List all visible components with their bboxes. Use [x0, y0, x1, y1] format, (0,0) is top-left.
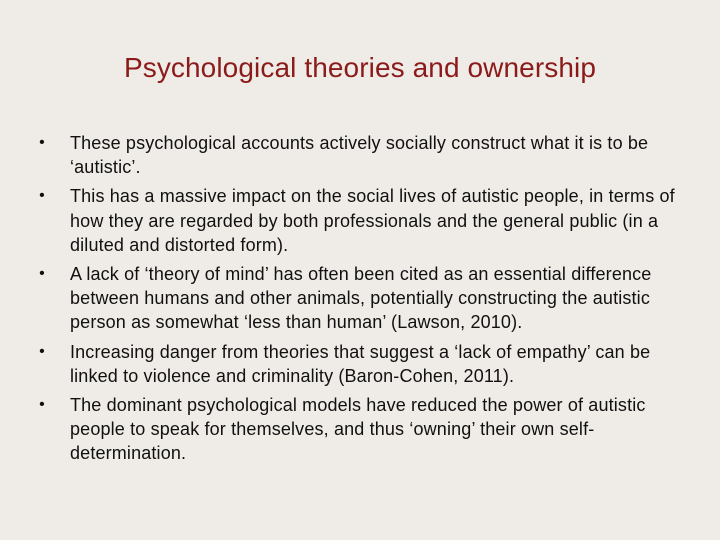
bullet-text: A lack of ‘theory of mind’ has often been cited as an essential difference between humans and other animals, potentially constructing the autistic person as somewhat ‘less than human’ (Lawson, 2010). — [70, 264, 652, 333]
bullet-icon: • — [39, 265, 45, 283]
bullet-item — [36, 340, 684, 388]
bullet-icon: • — [39, 187, 45, 205]
bullet-item — [36, 262, 684, 335]
bullet-list — [36, 131, 684, 466]
bullet-item — [36, 184, 684, 257]
slide-title: Psychological theories and ownership — [123, 52, 597, 83]
bullet-text: Increasing danger from theories that suggest a ‘lack of empathy’ can be linked to violence and criminality (Baron-Cohen, 2011). — [70, 341, 651, 386]
bullet-text: This has a massive impact on the social lives of autistic people, in terms of how they are regarded by both professionals and the general public (in a diluted and distorted form). — [70, 186, 675, 255]
bullet-icon: • — [39, 134, 45, 151]
bullet-item — [36, 131, 684, 179]
bullet-text: These psychological accounts actively socially construct what it is to be ‘autistic’. — [70, 133, 649, 178]
bullet-item — [36, 393, 684, 466]
bullet-text: The dominant psychological models have reduced the power of autistic people to speak for themselves, and thus ‘owning’ their own self-determination. — [70, 395, 646, 464]
bullet-icon: • — [39, 342, 45, 360]
bullet-icon: • — [39, 396, 45, 414]
